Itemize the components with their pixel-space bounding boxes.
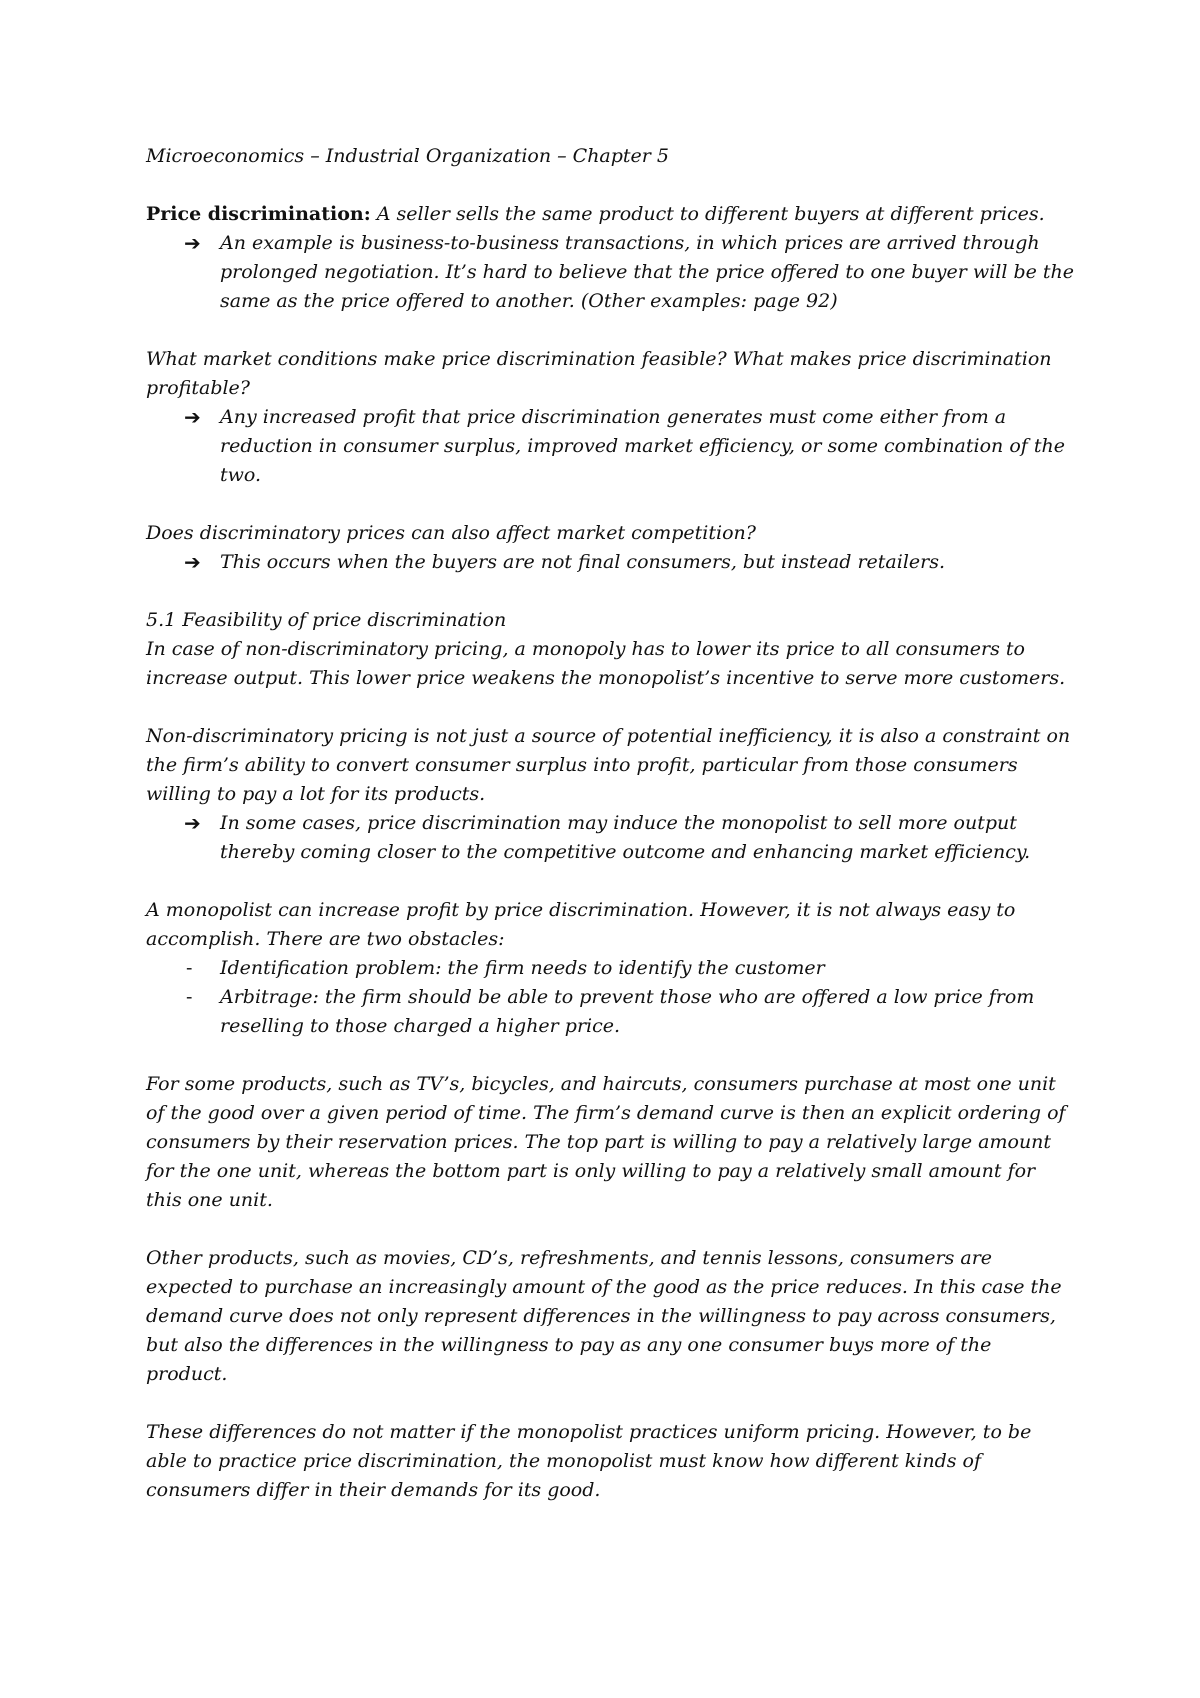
arrow-bullet-item	[146, 229, 1076, 316]
dash-bullet-icon: -	[186, 986, 193, 1008]
bullet-text: In some cases, price discrimination may induce the monopolist to sell more output thereby coming closer to the competitive outcome and enhancing market efficiency.	[220, 812, 1031, 863]
list-item-text: Identification problem: the firm needs to identify the customer	[220, 957, 825, 979]
spacer	[146, 316, 1076, 345]
list-item-text: Arbitrage: the firm should be able to prevent those who are offered a low price from reselling to those charged a higher price.	[220, 986, 1035, 1037]
body-paragraph: Other products, such as movies, CD’s, refreshments, and tennis lessons, consumers are expected to purchase an increasingly amount of the good as the price reduces. In this case the demand curve does not only represent differences in the willingness to pay across consumers, but also the differences in the willingness to pay as any one consumer buys more of the product.	[146, 1247, 1062, 1385]
bullet-text: This occurs when the buyers are not final consumers, but instead retailers.	[220, 551, 946, 573]
document-title: Microeconomics – Industrial Organization – Chapter 5	[146, 145, 670, 167]
section-heading: 5.1 Feasibility of price discrimination	[146, 609, 507, 631]
spacer	[146, 490, 1076, 519]
arrow-bullet-icon: ➔	[184, 811, 201, 835]
dash-list-item	[146, 983, 1076, 1041]
arrow-bullet-item	[146, 548, 1076, 577]
spacer	[146, 577, 1076, 606]
dash-bullet-icon: -	[186, 957, 193, 979]
document-body	[146, 142, 1076, 1505]
arrow-bullet-icon: ➔	[184, 405, 201, 429]
spacer	[146, 1041, 1076, 1070]
spacer	[146, 1389, 1076, 1418]
definition-paragraph	[146, 200, 1076, 229]
body-paragraph: For some products, such as TV’s, bicycles, and haircuts, consumers purchase at most one unit of the good over a given period of time. The firm’s demand curve is then an explicit ordering of consumers by their reservation prices. The top part is willing to pay a relatively large amount for the one unit, whereas the bottom part is only willing to pay a relatively small amount for this one unit.	[146, 1073, 1066, 1211]
arrow-bullet-item	[146, 403, 1076, 490]
arrow-bullet-icon: ➔	[184, 550, 201, 574]
bullet-text: Any increased profit that price discrimination generates must come either from a reduction in consumer surplus, improved market efficiency, or some combination of the two.	[220, 406, 1065, 486]
spacer	[146, 1215, 1076, 1244]
obstacles-intro: A monopolist can increase profit by price discrimination. However, it is not always easy to accomplish. There are two obstacles:	[146, 899, 1016, 950]
question-paragraph: What market conditions make price discrimination feasible? What makes price discrimination profitable?	[146, 348, 1052, 399]
section-paragraph: Non-discriminatory pricing is not just a source of potential inefficiency, it is also a constraint on the firm’s ability to convert consumer surplus into profit, particular from those consumers willing to pay a lot for its products.	[146, 725, 1071, 805]
spacer	[146, 171, 1076, 200]
dash-list-item	[146, 954, 1076, 983]
arrow-bullet-icon: ➔	[184, 231, 201, 255]
question-paragraph: Does discriminatory prices can also affect market competition?	[146, 522, 756, 544]
spacer	[146, 693, 1076, 722]
spacer	[146, 867, 1076, 896]
section-paragraph: In case of non-discriminatory pricing, a monopoly has to lower its price to all consumers to increase output. This lower price weakens the monopolist’s incentive to serve more customers.	[146, 638, 1066, 689]
bullet-text: An example is business-to-business transactions, in which prices are arrived through prolonged negotiation. It’s hard to believe that the price offered to one buyer will be the same as the price offered to another. (Other examples: page 92)	[220, 232, 1075, 312]
definition-text: A seller sells the same product to different buyers at different prices.	[370, 203, 1045, 225]
arrow-bullet-item	[146, 809, 1076, 867]
body-paragraph: These differences do not matter if the monopolist practices uniform pricing. However, to be able to practice price discrimination, the monopolist must know how different kinds of consumers differ in their demands for its good.	[146, 1421, 1032, 1501]
definition-term: Price discrimination:	[146, 203, 371, 225]
